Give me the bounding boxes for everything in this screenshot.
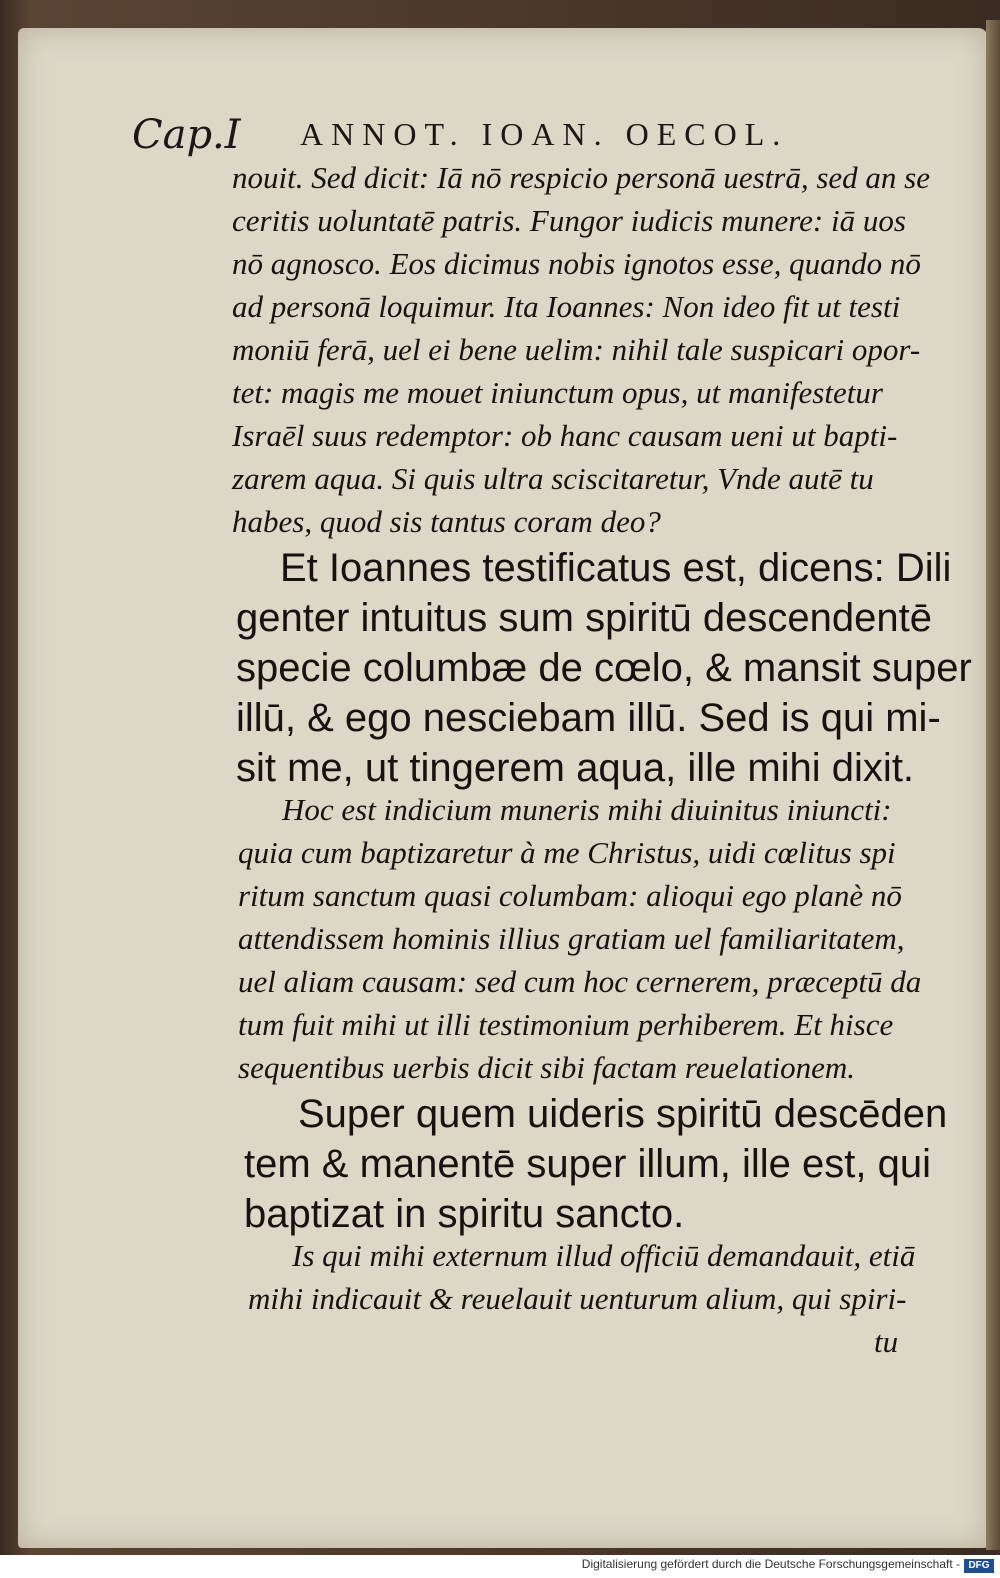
text-line: moniū ferā, uel ei bene uelim: nihil tale suspicari opor- [232,332,921,367]
text-line: ad personā loquimur. Ita Ioannes: Non ideo fit ut testi [232,289,901,324]
text-line: ritum sanctum quasi columbam: alioqui ego planè nō [238,878,902,913]
text-line: Is qui mihi externum illud officiū demandauit, etiā [292,1238,916,1273]
scripture-line: Super quem uideris spiritū descēden [298,1092,948,1136]
scripture-line: baptizat in spiritu sancto. [244,1192,685,1236]
footer-credit: Digitalisierung gefördert durch die Deutsche Forschungsgemeinschaft - [581,1557,960,1571]
running-header [132,112,832,162]
text-line: quia cum baptizaretur à me Christus, uidi cœlitus spi [238,835,896,870]
text-line: attendissem hominis illius gratiam uel familiaritatem, [238,921,905,956]
text-line: habes, quod sis tantus coram deo? [232,504,661,539]
scripture-line: Et Ioannes testificatus est, dicens: Dili [280,546,952,590]
text-line: nouit. Sed dicit: Iā nō respicio personā uestrā, sed an se [232,160,930,195]
scripture-line: tem & manentē super illum, ille est, qui [244,1142,931,1186]
text-line: tet: magis me mouet iniunctum opus, ut manifestetur [232,375,883,410]
text-line: tum fuit mihi ut illi testimonium perhiberem. Et hisce [238,1007,894,1042]
text-line: ceritis uoluntatē patris. Fungor iudicis munere: iā uos [232,203,906,238]
running-title: ANNOT. IOAN. OECOL. [300,116,789,152]
scripture-line: genter intuitus sum spiritū descendentē [236,596,932,640]
dfg-logo: DFG [964,1559,994,1573]
catchword: tu [874,1324,899,1359]
page-stack-edge [986,20,1000,1550]
text-line: Israēl suus redemptor: ob hanc causam ueni ut bapti- [232,418,898,453]
text-line: mihi indicauit & reuelauit uenturum alium, qui spiri- [248,1281,907,1316]
scripture-line: illū, & ego nesciebam illū. Sed is qui mi- [236,696,941,740]
text-line: nō agnosco. Eos dicimus nobis ignotos esse, quando nō [232,246,921,281]
scripture-line: sit me, ut tingerem aqua, ille mihi dixit. [236,746,915,790]
chapter-label: Cap.I [132,112,241,158]
scripture-line: specie columbæ de cœlo, & mansit super [236,646,972,690]
text-line: zarem aqua. Si quis ultra sciscitaretur, Vnde autē tu [232,461,874,496]
text-line: uel aliam causam: sed cum hoc cernerem, præceptū da [238,964,922,999]
text-line: Hoc est indicium muneris mihi diuinitus iniuncti: [282,792,892,827]
text-line: sequentibus uerbis dicit sibi factam reuelationem. [238,1050,856,1085]
